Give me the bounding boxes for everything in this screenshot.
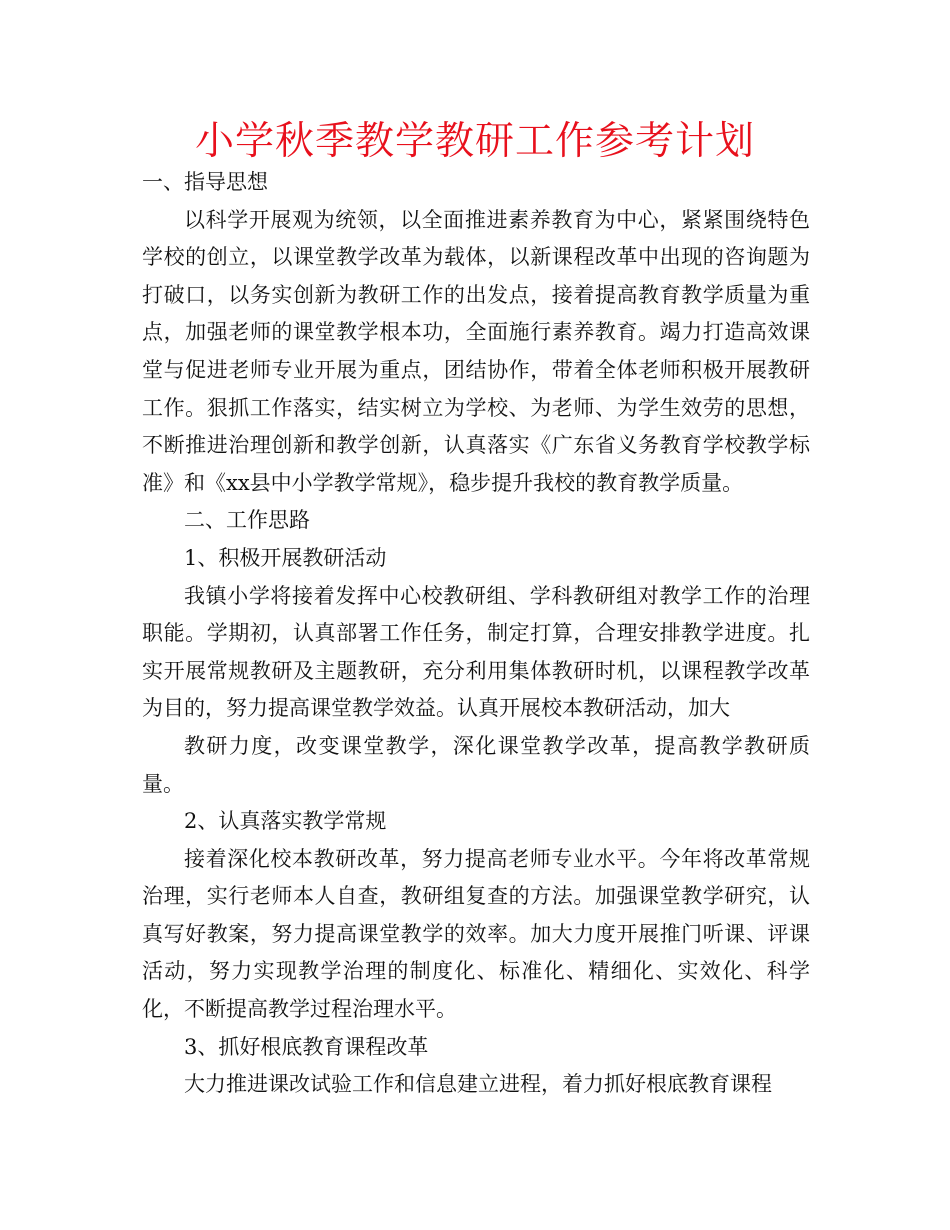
paragraph-teaching-research-cont: 教研力度，改变课堂教学，深化课堂教学改革，提高教学教研质量。 xyxy=(142,733,810,796)
subheading-teaching-research: 1、积极开展教研活动 xyxy=(184,545,387,570)
paragraph-teaching-routine: 接着深化校本教研改革，努力提高老师专业水平。今年将改革常规治理，实行老师本人自查，教研组复查的方法。加强课堂教学研究，认真写好教案，努力提高课堂教学的效率。加大力度开展推门听课、评课活动，努力实现教学治理的制度化、标准化、精细化、实效化、科学化，不断提高教学过程治理水平。 xyxy=(142,846,810,1022)
paragraph-curriculum-reform: 大力推进课改试验工作和信息建立进程，着力抓好根底教育课程 xyxy=(184,1072,772,1097)
document-body xyxy=(142,164,810,1104)
paragraph-teaching-research: 我镇小学将接着发挥中心校教研组、学科教研组对教学工作的治理职能。学期初，认真部署工作任务，制定打算，合理安排教学进度。扎实开展常规教研及主题教研，充分利用集体教研时机，以课程教学改革为目的，努力提高课堂教学效益。认真开展校本教研活动，加大 xyxy=(142,583,810,721)
paragraph-guiding-ideology: 以科学开展观为统领，以全面推进素养教育为中心，紧紧围绕特色学校的创立，以课堂教学改革为载体，以新课程改革中出现的咨询题为打破口，以务实创新为教研工作的出发点，接着提高教育教学质量为重点，加强老师的课堂教学根本功，全面施行素养教育。竭力打造高效课堂与促进老师专业开展为重点，团结协作，带着全体老师积极开展教研工作。狠抓工作落实，结实树立为学校、为老师、为学生效劳的思想，不断推进治理创新和教学创新，认真落实《广东省义务教育学校教学标准》和《xx县中小学教学常规》，稳步提升我校的教育教学质量。 xyxy=(142,207,810,495)
heading-guiding-ideology: 一、指导思想 xyxy=(142,170,268,194)
document-title: 小学秋季教学教研工作参考计划 xyxy=(194,119,755,164)
subheading-teaching-routine: 2、认真落实教学常规 xyxy=(184,809,387,834)
subheading-curriculum-reform: 3、抓好根底教育课程改革 xyxy=(184,1034,429,1059)
heading-work-approach: 二、工作思路 xyxy=(184,508,310,533)
